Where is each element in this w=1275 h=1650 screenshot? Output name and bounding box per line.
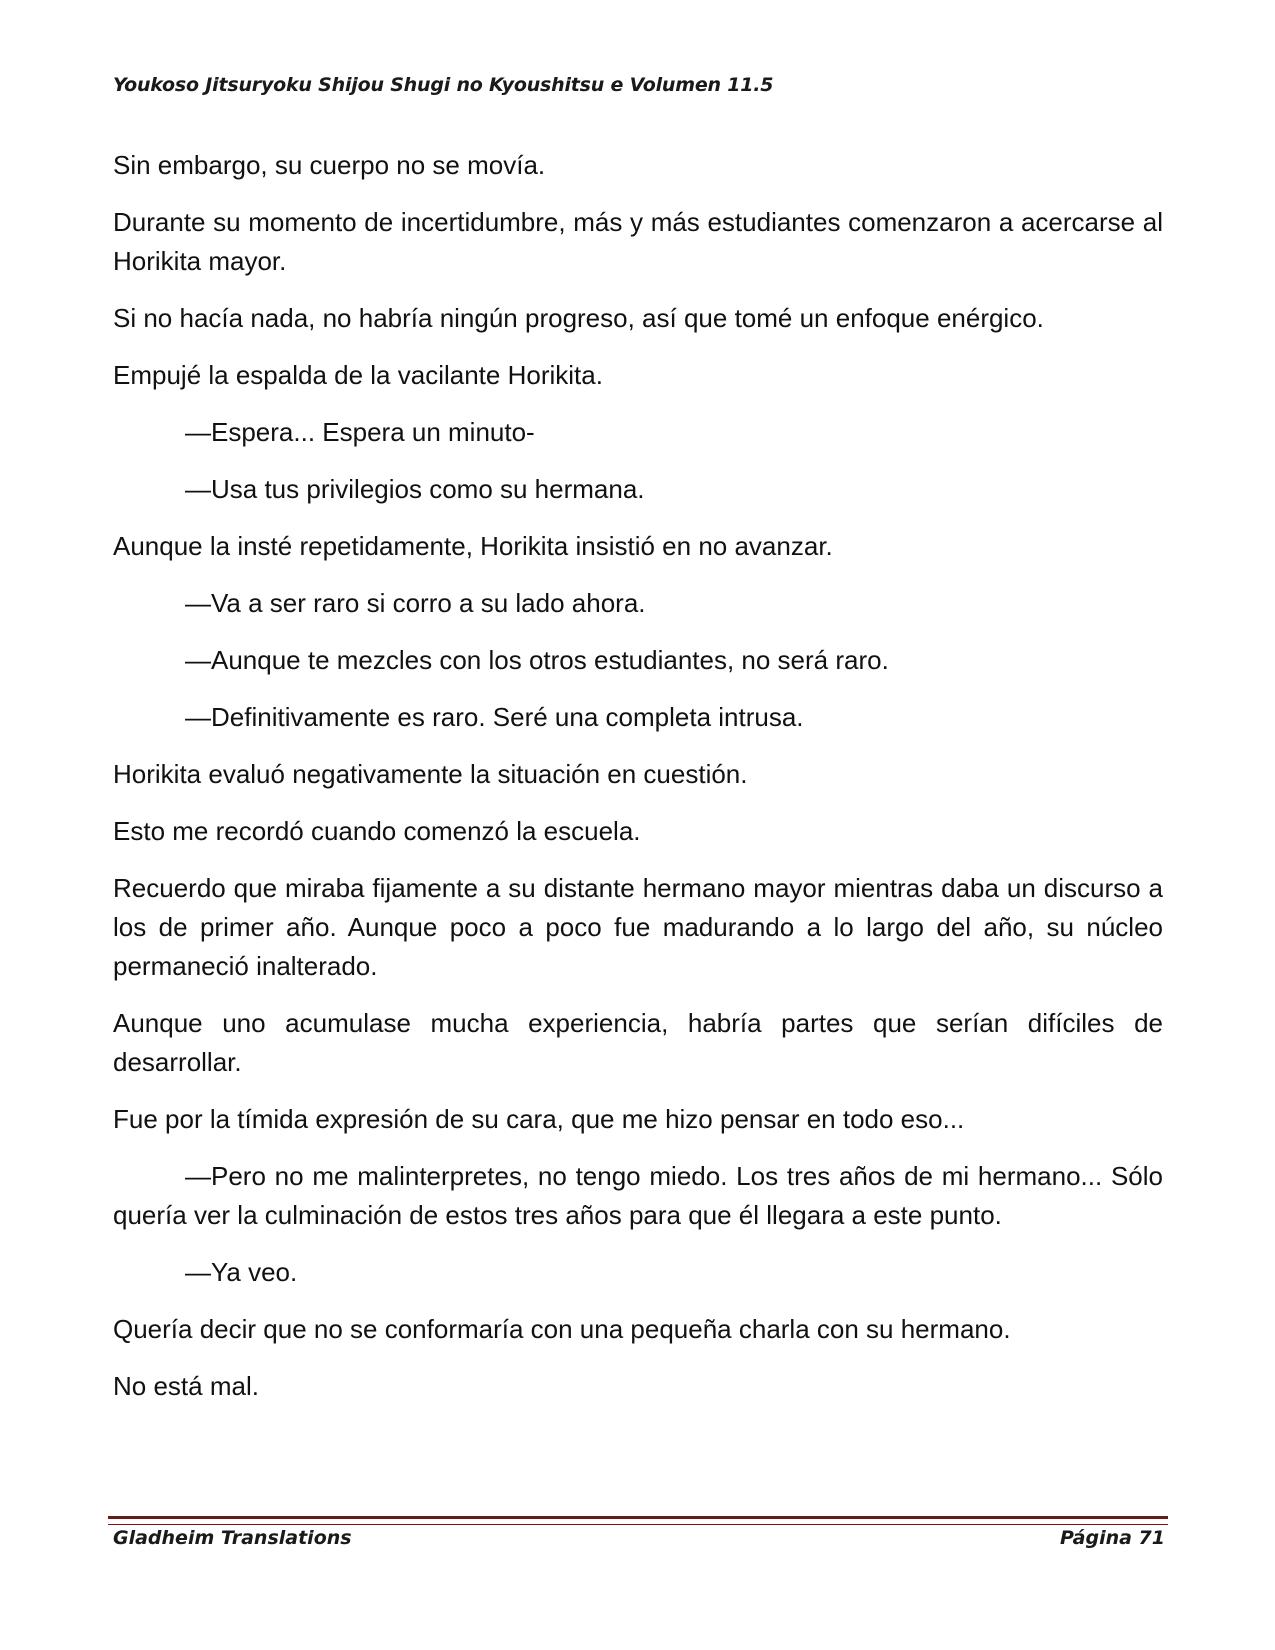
paragraph: Sin embargo, su cuerpo no se movía.: [113, 150, 546, 180]
dialogue-line: —Ya veo.: [185, 1257, 298, 1287]
dialogue-line: —Definitivamente es raro. Seré una completa intrusa.: [185, 702, 804, 732]
dialogue-line: —Pero no me malinterpretes, no tengo miedo. Los tres años de mi hermano... Sólo quería ver la culminación de estos tres años para que él llegara a este punto.: [113, 1161, 1163, 1230]
paragraph: Durante su momento de incertidumbre, más y más estudiantes comenzaron a acercarse al Horikita mayor.: [113, 207, 1163, 276]
page-header-title: Youkoso Jitsuryoku Shijou Shugi no Kyoushitsu e Volumen 11.5: [113, 74, 774, 96]
paragraph: Quería decir que no se conformaría con una pequeña charla con su hermano.: [113, 1314, 1011, 1344]
paragraph: Aunque uno acumulase mucha experiencia, habría partes que serían difíciles de desarrollar.: [113, 1008, 1163, 1077]
paragraph: No está mal.: [113, 1371, 259, 1401]
footer-publisher: Gladheim Translations: [113, 1527, 352, 1549]
paragraph: Fue por la tímida expresión de su cara, que me hizo pensar en todo eso...: [113, 1104, 965, 1134]
dialogue-line: —Espera... Espera un minuto-: [185, 417, 535, 447]
paragraph: Si no hacía nada, no habría ningún progreso, así que tomé un enfoque enérgico.: [113, 303, 1044, 333]
footer-divider: [108, 1516, 1168, 1525]
paragraph: Esto me recordó cuando comenzó la escuela.: [113, 816, 641, 846]
dialogue-line: —Aunque te mezcles con los otros estudiantes, no será raro.: [185, 645, 889, 675]
paragraph: Empujé la espalda de la vacilante Horikita.: [113, 360, 603, 390]
footer-page-number: Página 71: [1059, 1527, 1165, 1549]
dialogue-line: —Usa tus privilegios como su hermana.: [185, 474, 645, 504]
paragraph: Aunque la insté repetidamente, Horikita insistió en no avanzar.: [113, 531, 833, 561]
dialogue-line: —Va a ser raro si corro a su lado ahora.: [185, 588, 646, 618]
paragraph: Recuerdo que miraba fijamente a su distante hermano mayor mientras daba un discurso a los de primer año. Aunque poco a poco fue madurando a lo largo del año, su núcleo permaneció inalterado.: [113, 873, 1163, 981]
body-text: [113, 146, 1163, 1424]
paragraph: Horikita evaluó negativamente la situación en cuestión.: [113, 759, 748, 789]
